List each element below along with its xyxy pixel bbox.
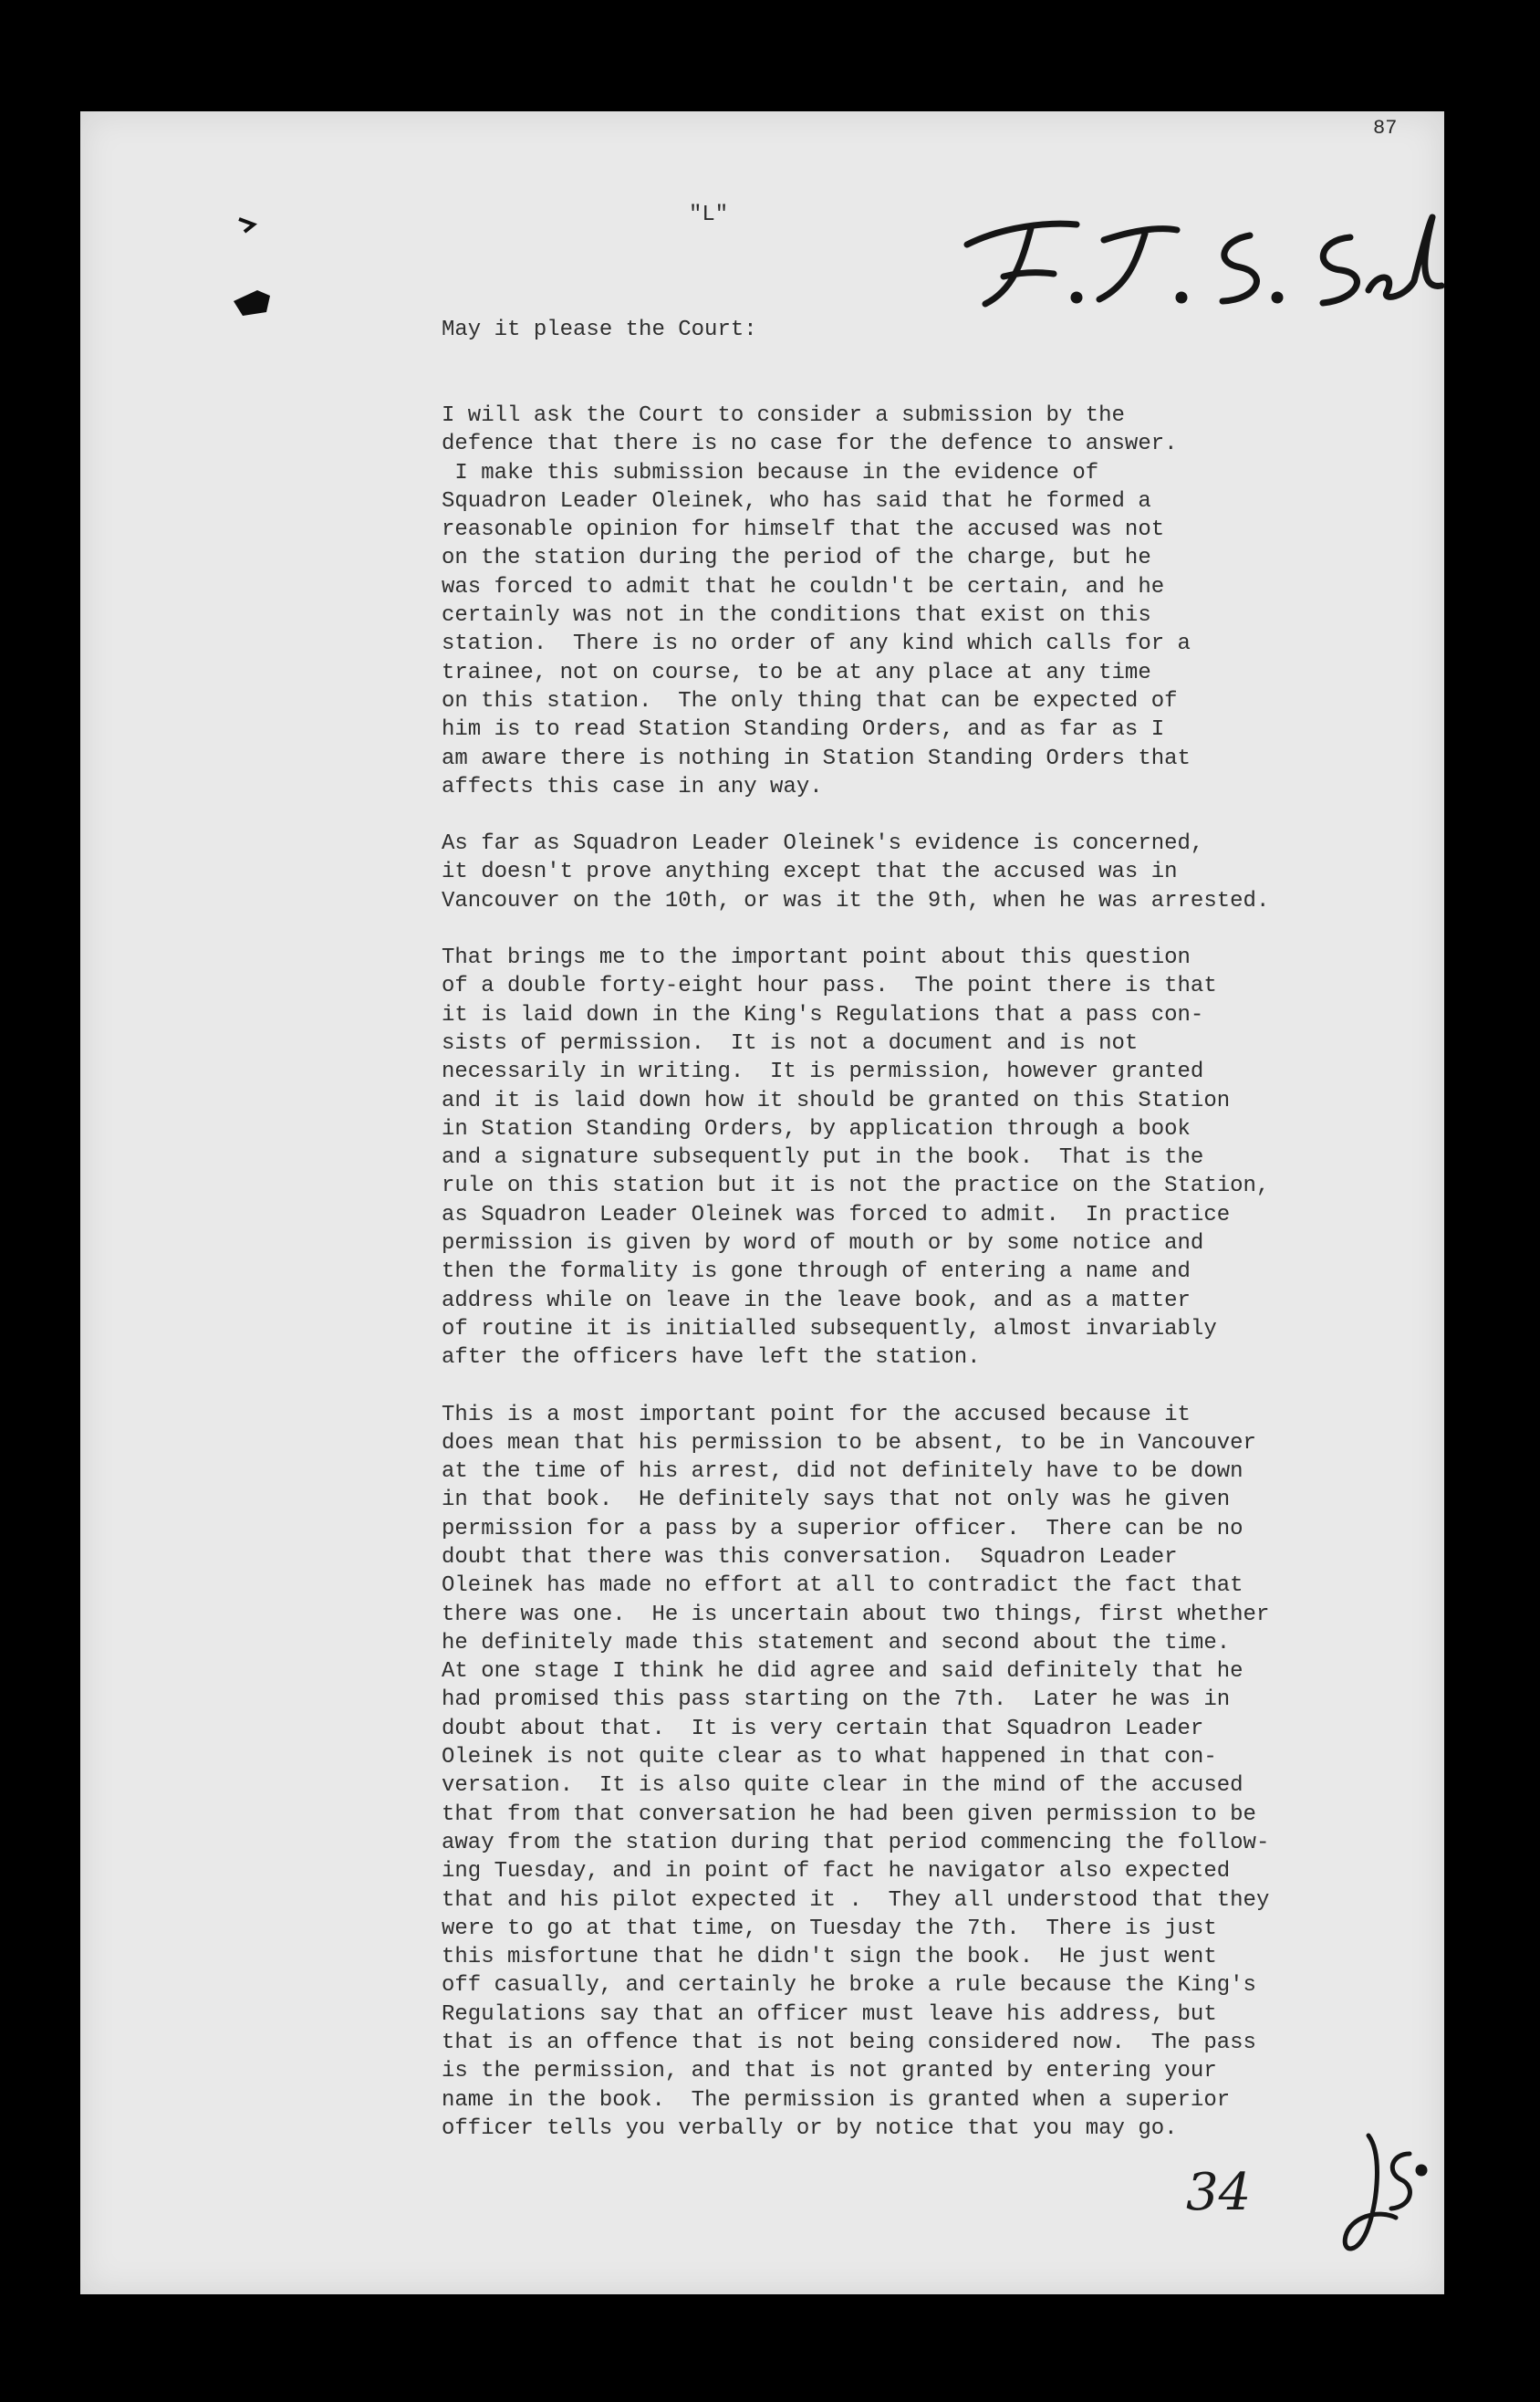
handwritten-folio-number: 34: [1186, 2163, 1252, 2222]
text-line: of routine it is initialled subsequently, almost invariably: [442, 1316, 1217, 1342]
text-line: Squadron Leader Oleinek, who has said that he formed a: [442, 488, 1151, 514]
paragraph: [442, 830, 1363, 915]
page-number: 87: [1373, 117, 1398, 140]
text-line: Vancouver on the 10th, or was it the 9th, when he was arrested.: [442, 888, 1270, 914]
text-line: in Station Standing Orders, by application through a book: [442, 1116, 1191, 1142]
text-line: As far as Squadron Leader Oleinek's evidence is concerned,: [442, 831, 1204, 857]
text-line: At one stage I think he did agree and said definitely that he: [442, 1659, 1243, 1685]
text-line: he definitely made this statement and second about the time.: [442, 1630, 1231, 1655]
text-line: it is laid down in the King's Regulations that a pass con-: [442, 1002, 1204, 1028]
text-line: there was one. He is uncertain about two things, first whether: [442, 1602, 1270, 1627]
text-line: address while on leave in the leave book, and as a matter: [442, 1288, 1191, 1313]
text-line: sists of permission. It is not a document and is not: [442, 1030, 1139, 1056]
text-line: affects this case in any way.: [442, 774, 823, 799]
text-line: away from the station during that period commencing the follow-: [442, 1830, 1270, 1855]
text-line: necessarily in writing. It is permission, however granted: [442, 1060, 1204, 1085]
paragraph: [442, 402, 1363, 801]
text-line: permission is given by word of mouth or by some notice and: [442, 1231, 1204, 1257]
text-line: this misfortune that he didn't sign the book. He just went: [442, 1945, 1217, 1970]
paragraph: [442, 1401, 1363, 2144]
text-line: at the time of his arrest, did not definitely have to be down: [442, 1459, 1243, 1485]
text-line: rule on this station but it is not the practice on the Station,: [442, 1174, 1270, 1199]
text-line: on this station. The only thing that can be expected of: [442, 688, 1178, 714]
text-line: had promised this pass starting on the 7th. Later he was in: [442, 1687, 1231, 1713]
text-line: I make this submission because in the evidence of: [442, 460, 1099, 486]
text-line: Oleinek has made no effort at all to contradict the fact that: [442, 1573, 1243, 1599]
text-line: certainly was not in the conditions that exist on this: [442, 603, 1151, 629]
text-line: does mean that his permission to be absent, to be in Vancouver: [442, 1430, 1256, 1456]
text-line: am aware there is nothing in Station Standing Orders that: [442, 746, 1191, 771]
text-line: trainee, not on course, to be at any place at any time: [442, 660, 1151, 685]
text-line: as Squadron Leader Oleinek was forced to admit. In practice: [442, 1202, 1231, 1227]
salutation: May it please the Court:: [442, 318, 757, 342]
text-line: permission for a pass by a superior officer. There can be no: [442, 1516, 1243, 1541]
text-line: was forced to admit that he couldn't be certain, and he: [442, 574, 1165, 600]
text-line: then the formality is gone through of entering a name and: [442, 1259, 1191, 1285]
tick-mark: [235, 212, 263, 239]
text-line: on the station during the period of the charge, but he: [442, 546, 1151, 571]
text-line: That brings me to the important point about this question: [442, 945, 1191, 971]
text-line: versation. It is also quite clear in the mind of the accused: [442, 1773, 1243, 1799]
text-line: that is an offence that is not being considered now. The pass: [442, 2031, 1256, 2056]
text-line: it doesn't prove anything except that the accused was in: [442, 860, 1178, 885]
text-line: and it is laid down how it should be granted on this Station: [442, 1088, 1231, 1113]
text-line: Regulations say that an officer must leave his address, but: [442, 2001, 1217, 2027]
text-line: doubt that there was this conversation. Squadron Leader: [442, 1544, 1178, 1570]
text-line: I will ask the Court to consider a submission by the: [442, 403, 1125, 428]
exhibit-label: "L": [689, 203, 729, 227]
text-line: doubt about that. It is very certain that Squadron Leader: [442, 1716, 1204, 1741]
text-line: name in the book. The permission is granted when a superior: [442, 2087, 1231, 2113]
ink-blot: [230, 285, 276, 321]
text-line: in that book. He definitely says that not only was he given: [442, 1488, 1231, 1513]
text-line: ing Tuesday, and in point of fact he navigator also expected: [442, 1859, 1231, 1885]
text-line: defence that there is no case for the defence to answer.: [442, 432, 1178, 457]
body-text: [442, 402, 1363, 2171]
text-line: of a double forty-eight hour pass. The point there is that: [442, 974, 1217, 999]
text-line: is the permission, and that is not granted by entering your: [442, 2059, 1217, 2084]
text-line: that and his pilot expected it . They all understood that they: [442, 1887, 1270, 1913]
text-line: that from that conversation he had been given permission to be: [442, 1802, 1256, 1827]
text-line: Oleinek is not quite clear as to what happened in that con-: [442, 1745, 1217, 1770]
text-line: after the officers have left the station.: [442, 1345, 981, 1371]
text-line: off casually, and certainly he broke a rule because the King's: [442, 1973, 1256, 1999]
paragraph: [442, 944, 1363, 1372]
text-line: and a signature subsequently put in the book. That is the: [442, 1145, 1204, 1171]
text-line: him is to read Station Standing Orders, and as far as I: [442, 717, 1165, 743]
text-line: officer tells you verbally or by notice that you may go.: [442, 2115, 1178, 2141]
text-line: station. There is no order of any kind which calls for a: [442, 632, 1191, 657]
text-line: were to go at that time, on Tuesday the 7th. There is just: [442, 1916, 1217, 1941]
text-line: reasonable opinion for himself that the accused was not: [442, 517, 1165, 543]
handwritten-signature: [949, 190, 1460, 327]
text-line: This is a most important point for the accused because it: [442, 1402, 1191, 1427]
handwritten-initials: [1332, 2117, 1441, 2272]
